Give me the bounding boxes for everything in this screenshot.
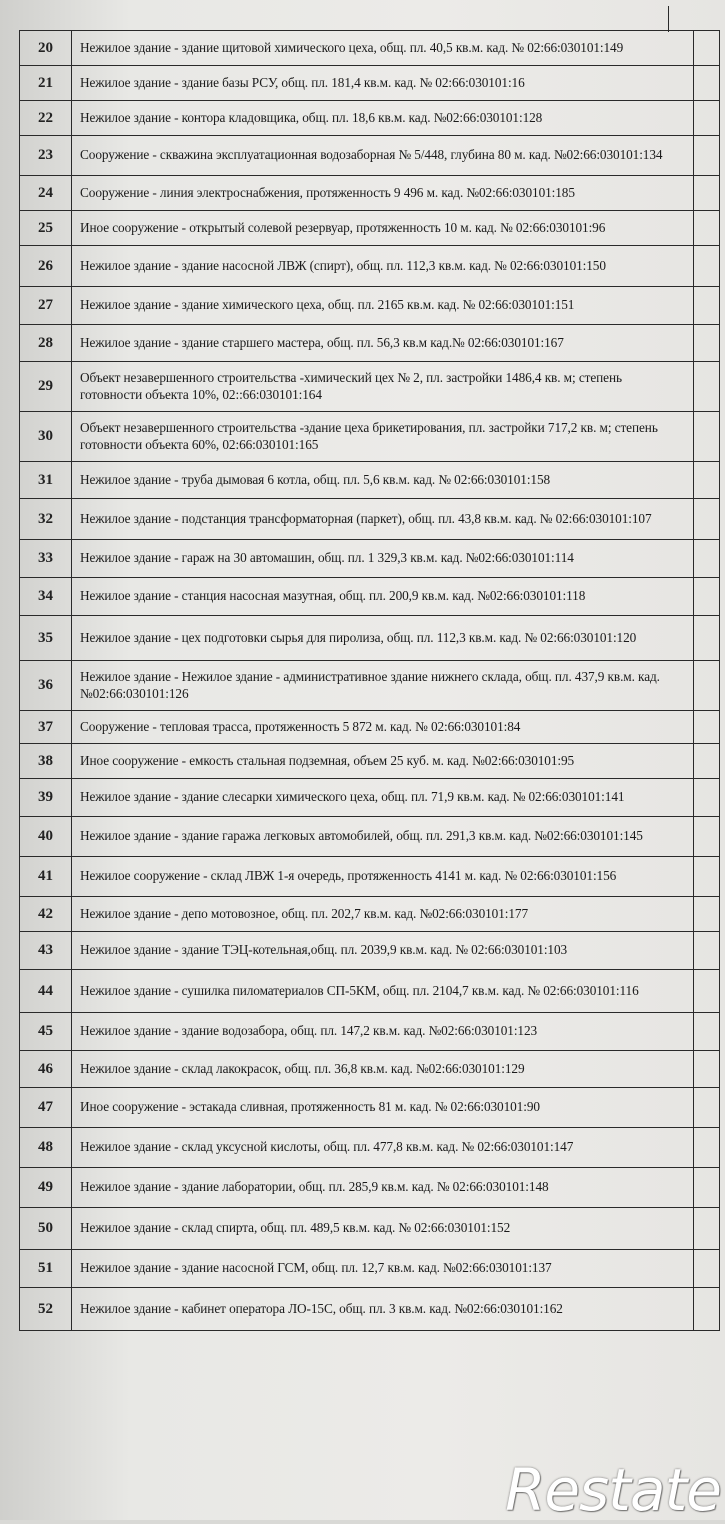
table-header-divider [668,6,669,32]
row-number: 45 [20,1013,72,1051]
row-extra-cell [694,616,720,661]
row-extra-cell [694,325,720,362]
row-extra-cell [694,711,720,744]
row-description: Иное сооружение - эстакада сливная, протяженность 81 м. кад. № 02:66:030101:90 [72,1088,694,1128]
restate-watermark-logo: Restate [505,1456,721,1524]
row-extra-cell [694,970,720,1013]
table-row [20,857,720,897]
row-extra-cell [694,817,720,857]
table-row [20,616,720,661]
table-row [20,246,720,287]
row-description: Нежилое здание - здание слесарки химического цеха, общ. пл. 71,9 кв.м. кад. № 02:66:030101:141 [72,779,694,817]
table-row [20,779,720,817]
table-row [20,1088,720,1128]
row-number: 35 [20,616,72,661]
row-number: 34 [20,578,72,616]
row-extra-cell [694,932,720,970]
property-table [19,30,720,1331]
table-row [20,66,720,101]
table-row [20,1250,720,1288]
row-number: 33 [20,540,72,578]
table-row [20,31,720,66]
row-number: 30 [20,412,72,462]
table-row [20,897,720,932]
table-row [20,325,720,362]
table-row [20,362,720,412]
row-extra-cell [694,578,720,616]
row-number: 41 [20,857,72,897]
row-description: Нежилое здание - здание старшего мастера, общ. пл. 56,3 кв.м кад.№ 02:66:030101:167 [72,325,694,362]
row-number: 36 [20,661,72,711]
row-description: Нежилое здание - здание лаборатории, общ. пл. 285,9 кв.м. кад. № 02:66:030101:148 [72,1168,694,1208]
row-extra-cell [694,1250,720,1288]
row-number: 37 [20,711,72,744]
row-number: 25 [20,211,72,246]
row-number: 46 [20,1051,72,1088]
row-extra-cell [694,779,720,817]
row-extra-cell [694,744,720,779]
table-row [20,578,720,616]
row-extra-cell [694,1128,720,1168]
row-extra-cell [694,897,720,932]
row-description: Нежилое сооружение - склад ЛВЖ 1-я очередь, протяженность 4141 м. кад. № 02:66:030101:156 [72,857,694,897]
table-row [20,711,720,744]
row-number: 47 [20,1088,72,1128]
row-number: 28 [20,325,72,362]
table-row [20,1168,720,1208]
table-row [20,101,720,136]
row-extra-cell [694,101,720,136]
table-row [20,287,720,325]
row-extra-cell [694,499,720,540]
row-description: Нежилое здание - склад спирта, общ. пл. 489,5 кв.м. кад. № 02:66:030101:152 [72,1208,694,1250]
row-extra-cell [694,362,720,412]
table-row [20,412,720,462]
row-description: Нежилое здание - здание насосной ГСМ, общ. пл. 12,7 кв.м. кад. №02:66:030101:137 [72,1250,694,1288]
row-extra-cell [694,66,720,101]
row-number: 48 [20,1128,72,1168]
row-number: 29 [20,362,72,412]
row-description: Нежилое здание - станция насосная мазутная, общ. пл. 200,9 кв.м. кад. №02:66:030101:118 [72,578,694,616]
table-row [20,932,720,970]
row-description: Сооружение - тепловая трасса, протяженность 5 872 м. кад. № 02:66:030101:84 [72,711,694,744]
row-description: Нежилое здание - труба дымовая 6 котла, общ. пл. 5,6 кв.м. кад. № 02:66:030101:158 [72,462,694,499]
row-number: 23 [20,136,72,176]
table-row [20,1128,720,1168]
row-extra-cell [694,31,720,66]
row-description: Объект незавершенного строительства -химический цех № 2, пл. застройки 1486,4 кв. м; степень готовности объекта 10%, 02::66:030101:164 [72,362,694,412]
row-description: Нежилое здание - склад уксусной кислоты, общ. пл. 477,8 кв.м. кад. № 02:66:030101:147 [72,1128,694,1168]
row-extra-cell [694,246,720,287]
row-number: 24 [20,176,72,211]
row-number: 51 [20,1250,72,1288]
row-extra-cell [694,661,720,711]
row-description: Нежилое здание - депо мотовозное, общ. пл. 202,7 кв.м. кад. №02:66:030101:177 [72,897,694,932]
row-number: 26 [20,246,72,287]
row-extra-cell [694,1088,720,1128]
row-number: 40 [20,817,72,857]
table-row [20,970,720,1013]
row-description: Нежилое здание - гараж на 30 автомашин, общ. пл. 1 329,3 кв.м. кад. №02:66:030101:114 [72,540,694,578]
table-row [20,211,720,246]
row-extra-cell [694,1168,720,1208]
row-description: Нежилое здание - здание щитовой химического цеха, общ. пл. 40,5 кв.м. кад. № 02:66:030101:149 [72,31,694,66]
row-number: 22 [20,101,72,136]
row-description: Нежилое здание - здание водозабора, общ. пл. 147,2 кв.м. кад. №02:66:030101:123 [72,1013,694,1051]
row-number: 21 [20,66,72,101]
row-description: Нежилое здание - цех подготовки сырья для пиролиза, общ. пл. 112,3 кв.м. кад. № 02:66:030101:120 [72,616,694,661]
row-extra-cell [694,176,720,211]
row-extra-cell [694,136,720,176]
row-description: Иное сооружение - емкость стальная подземная, объем 25 куб. м. кад. №02:66:030101:95 [72,744,694,779]
row-number: 42 [20,897,72,932]
row-extra-cell [694,857,720,897]
row-extra-cell [694,462,720,499]
row-number: 31 [20,462,72,499]
row-extra-cell [694,1288,720,1331]
table-row [20,744,720,779]
row-extra-cell [694,540,720,578]
row-extra-cell [694,412,720,462]
row-number: 44 [20,970,72,1013]
row-description: Нежилое здание - сушилка пиломатериалов СП-5КМ, общ. пл. 2104,7 кв.м. кад. № 02:66:030101:116 [72,970,694,1013]
row-number: 38 [20,744,72,779]
row-number: 39 [20,779,72,817]
row-description: Сооружение - скважина эксплуатационная водозаборная № 5/448, глубина 80 м. кад. №02:66:030101:134 [72,136,694,176]
table-row [20,462,720,499]
row-description: Объект незавершенного строительства -здание цеха брикетирования, пл. застройки 717,2 кв. м; степень готовности объекта 60%, 02:66:030101:165 [72,412,694,462]
table-row [20,817,720,857]
row-number: 32 [20,499,72,540]
row-description: Нежилое здание - здание базы РСУ, общ. пл. 181,4 кв.м. кад. № 02:66:030101:16 [72,66,694,101]
row-description: Нежилое здание - кабинет оператора ЛО-15С, общ. пл. 3 кв.м. кад. №02:66:030101:162 [72,1288,694,1331]
row-number: 43 [20,932,72,970]
row-description: Нежилое здание - склад лакокрасок, общ. пл. 36,8 кв.м. кад. №02:66:030101:129 [72,1051,694,1088]
table-row [20,136,720,176]
row-description: Нежилое здание - подстанция трансформаторная (паркет), общ. пл. 43,8 кв.м. кад. № 02:66:030101:107 [72,499,694,540]
row-number: 20 [20,31,72,66]
row-extra-cell [694,211,720,246]
table-row [20,661,720,711]
row-number: 50 [20,1208,72,1250]
table-row [20,176,720,211]
row-extra-cell [694,1208,720,1250]
table-row [20,540,720,578]
row-description: Сооружение - линия электроснабжения, протяженность 9 496 м. кад. №02:66:030101:185 [72,176,694,211]
table-row [20,1051,720,1088]
row-description: Нежилое здание - здание ТЭЦ-котельная,общ. пл. 2039,9 кв.м. кад. № 02:66:030101:103 [72,932,694,970]
row-extra-cell [694,1051,720,1088]
row-extra-cell [694,1013,720,1051]
row-number: 27 [20,287,72,325]
row-description: Иное сооружение - открытый солевой резервуар, протяженность 10 м. кад. № 02:66:030101:96 [72,211,694,246]
table-row [20,1288,720,1331]
property-table-body [20,31,720,1331]
row-extra-cell [694,287,720,325]
row-number: 52 [20,1288,72,1331]
table-row [20,1208,720,1250]
table-row [20,499,720,540]
row-description: Нежилое здание - Нежилое здание - административное здание нижнего склада, общ. пл. 437,9 кв.м. кад. №02:66:030101:126 [72,661,694,711]
row-number: 49 [20,1168,72,1208]
table-row [20,1013,720,1051]
row-description: Нежилое здание - контора кладовщика, общ. пл. 18,6 кв.м. кад. №02:66:030101:128 [72,101,694,136]
row-description: Нежилое здание - здание насосной ЛВЖ (спирт), общ. пл. 112,3 кв.м. кад. № 02:66:030101:150 [72,246,694,287]
row-description: Нежилое здание - здание химического цеха, общ. пл. 2165 кв.м. кад. № 02:66:030101:151 [72,287,694,325]
row-description: Нежилое здание - здание гаража легковых автомобилей, общ. пл. 291,3 кв.м. кад. №02:66:030101:145 [72,817,694,857]
